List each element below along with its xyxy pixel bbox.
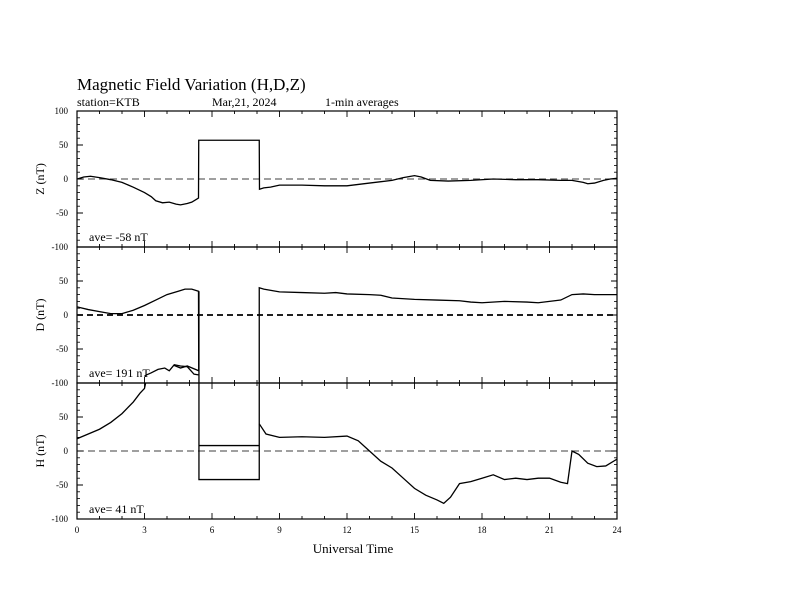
average-label-d: ave= 191 nT xyxy=(89,366,150,380)
x-tick-label: 9 xyxy=(277,525,282,535)
y-tick-label-d: 50 xyxy=(59,276,68,286)
series-d-segment xyxy=(259,288,617,383)
y-tick-label-z: 50 xyxy=(59,140,68,150)
series-z xyxy=(77,140,617,205)
y-tick-label-z: -100 xyxy=(51,242,68,252)
y-tick-label-z: -50 xyxy=(56,208,68,218)
x-axis-label: Universal Time xyxy=(312,541,394,556)
x-tick-label: 0 xyxy=(74,525,80,535)
series-h xyxy=(77,383,146,439)
chart-title: Magnetic Field Variation (H,D,Z) xyxy=(77,75,306,94)
average-label-h: ave= 41 nT xyxy=(89,502,144,516)
x-tick-label: 24 xyxy=(612,525,622,535)
y-tick-label-h: 50 xyxy=(59,412,68,422)
y-axis-label-z: Z (nT) xyxy=(33,163,47,195)
x-tick-label: 21 xyxy=(545,525,554,535)
x-tick-label: 3 xyxy=(142,525,147,535)
x-tick-label: 15 xyxy=(410,525,419,535)
y-tick-label-z: 100 xyxy=(54,106,68,116)
y-tick-label-d: -100 xyxy=(51,378,68,388)
series-h-segment xyxy=(259,424,617,504)
date-label: Mar,21, 2024 xyxy=(212,95,277,109)
series-h-segment xyxy=(199,383,259,480)
y-tick-label-h: 0 xyxy=(63,446,68,456)
average-label-z: ave= -58 nT xyxy=(89,230,148,244)
resolution-label: 1-min averages xyxy=(325,95,399,109)
station-label: station=KTB xyxy=(77,95,140,109)
x-tick-label: 12 xyxy=(342,525,352,535)
series-d xyxy=(77,289,199,376)
y-tick-label-h: -50 xyxy=(56,480,68,490)
x-tick-label: 6 xyxy=(209,525,215,535)
y-tick-label-h: -100 xyxy=(51,514,68,524)
x-tick-label: 18 xyxy=(477,525,487,535)
y-tick-label-z: 0 xyxy=(63,174,68,184)
y-tick-label-d: 0 xyxy=(63,310,68,320)
y-axis-label-d: D (nT) xyxy=(33,298,47,332)
y-axis-label-h: H (nT) xyxy=(33,434,47,468)
y-tick-label-d: -50 xyxy=(56,344,68,354)
